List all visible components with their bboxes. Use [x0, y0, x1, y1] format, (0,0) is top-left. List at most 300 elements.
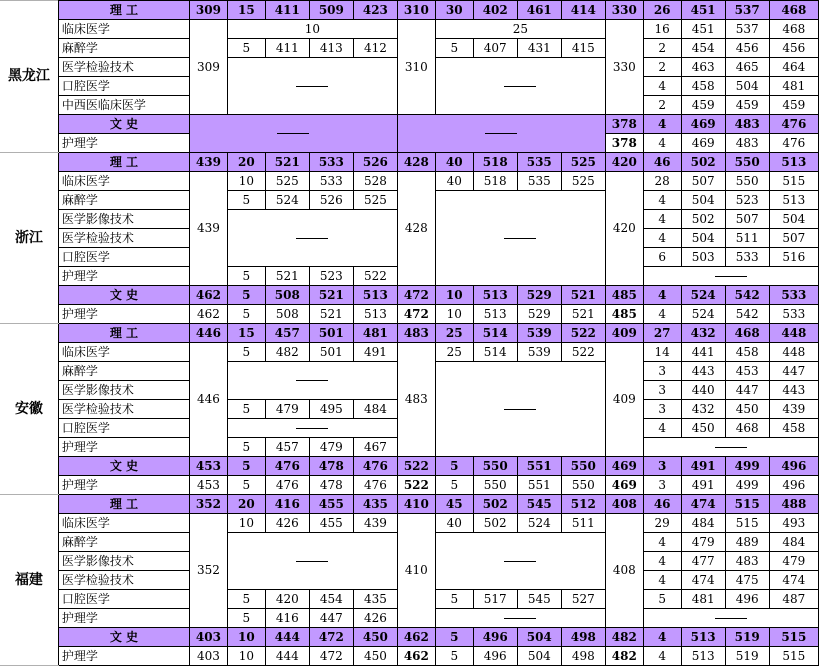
- score-cell: 402: [473, 1, 517, 20]
- major-name: 麻醉学: [58, 39, 189, 58]
- score-cell: 4: [643, 191, 681, 210]
- category-header-row: [0, 495, 819, 514]
- score-cell: 550: [725, 172, 769, 191]
- score-cell: 522: [561, 324, 605, 343]
- score-cell: 10: [227, 514, 265, 533]
- major-name: 医学检验技术: [58, 229, 189, 248]
- score-cell: 458: [681, 77, 725, 96]
- score-cell: 459: [725, 96, 769, 115]
- not-applicable-dash: [296, 428, 328, 429]
- score-cell: 431: [517, 39, 561, 58]
- score-cell: 5: [227, 457, 265, 476]
- score-cell: [227, 58, 397, 115]
- score-cell: 462: [397, 628, 435, 647]
- score-cell: 25: [435, 324, 473, 343]
- score-cell: 518: [473, 172, 517, 191]
- major-name: 医学检验技术: [58, 571, 189, 590]
- score-cell: 412: [353, 39, 397, 58]
- score-cell: 533: [309, 172, 353, 191]
- score-cell: 464: [769, 58, 818, 77]
- score-cell: 504: [769, 210, 818, 229]
- score-cell: 524: [681, 305, 725, 324]
- major-name: 护理学: [58, 267, 189, 286]
- score-cell: 4: [643, 229, 681, 248]
- score-cell: 513: [473, 305, 517, 324]
- score-cell: 40: [435, 172, 473, 191]
- score-cell: 459: [769, 96, 818, 115]
- score-cell: 456: [769, 39, 818, 58]
- score-cell: 477: [681, 552, 725, 571]
- score-cell: 489: [725, 533, 769, 552]
- score-cell: 483: [397, 324, 435, 343]
- score-cell: 525: [265, 172, 309, 191]
- score-cell: 453: [190, 476, 228, 495]
- score-cell: [435, 191, 605, 286]
- category-label: 文 史: [58, 115, 189, 134]
- score-cell: 423: [353, 1, 397, 20]
- category-label: 理 工: [58, 1, 189, 20]
- score-cell: 10: [435, 305, 473, 324]
- score-cell: 4: [643, 628, 681, 647]
- score-cell: 550: [561, 457, 605, 476]
- score-cell: 469: [681, 134, 725, 153]
- score-cell: 416: [265, 609, 309, 628]
- score-cell: 27: [643, 324, 681, 343]
- score-cell: 453: [190, 457, 228, 476]
- score-cell: 504: [681, 229, 725, 248]
- score-cell: 46: [643, 153, 681, 172]
- score-cell: 522: [397, 457, 435, 476]
- not-applicable-dash: [485, 133, 517, 134]
- score-cell: 496: [473, 628, 517, 647]
- score-cell: 496: [769, 476, 818, 495]
- score-cell: 482: [605, 647, 643, 666]
- score-cell: 3: [643, 362, 681, 381]
- score-cell: 463: [681, 58, 725, 77]
- score-cell: 5: [435, 590, 473, 609]
- score-cell: 455: [309, 495, 353, 514]
- score-cell: 479: [681, 533, 725, 552]
- score-cell: [435, 58, 605, 115]
- score-cell: 4: [643, 286, 681, 305]
- score-cell: 533: [309, 153, 353, 172]
- major-name: 麻醉学: [58, 362, 189, 381]
- score-cell: 4: [643, 115, 681, 134]
- not-applicable-dash: [277, 133, 309, 134]
- score-cell: 521: [561, 286, 605, 305]
- score-cell: 484: [769, 533, 818, 552]
- score-cell: 352: [190, 514, 228, 628]
- score-cell: 499: [725, 476, 769, 495]
- score-cell: 542: [725, 305, 769, 324]
- not-applicable-dash: [715, 447, 747, 448]
- score-cell: 468: [725, 324, 769, 343]
- score-cell: 440: [681, 381, 725, 400]
- score-cell: 5: [227, 39, 265, 58]
- score-cell: 454: [309, 590, 353, 609]
- score-cell: 528: [353, 172, 397, 191]
- score-cell: 499: [725, 457, 769, 476]
- score-cell: [435, 609, 605, 628]
- score-cell: 524: [517, 514, 561, 533]
- score-cell: 3: [643, 400, 681, 419]
- score-cell: 533: [769, 305, 818, 324]
- score-cell: 451: [681, 20, 725, 39]
- score-cell: [397, 115, 605, 153]
- score-cell: 472: [309, 647, 353, 666]
- score-cell: 457: [265, 438, 309, 457]
- not-applicable-dash: [715, 276, 747, 277]
- score-cell: 474: [681, 571, 725, 590]
- score-cell: 407: [473, 39, 517, 58]
- score-cell: 472: [397, 305, 435, 324]
- score-cell: 509: [309, 1, 353, 20]
- major-name: 护理学: [58, 438, 189, 457]
- score-cell: 432: [681, 324, 725, 343]
- score-cell: 529: [517, 286, 561, 305]
- score-cell: 515: [769, 647, 818, 666]
- score-cell: 550: [473, 457, 517, 476]
- score-cell: 539: [517, 343, 561, 362]
- major-name: 临床医学: [58, 172, 189, 191]
- score-cell: 512: [561, 495, 605, 514]
- score-cell: 20: [227, 153, 265, 172]
- score-cell: 515: [769, 172, 818, 191]
- score-cell: 483: [725, 552, 769, 571]
- score-cell: 476: [769, 115, 818, 134]
- score-cell: [643, 267, 818, 286]
- score-cell: 527: [561, 590, 605, 609]
- score-cell: 550: [725, 153, 769, 172]
- score-cell: [227, 533, 397, 590]
- score-cell: 517: [473, 590, 517, 609]
- score-cell: 513: [769, 153, 818, 172]
- major-row: [0, 476, 819, 495]
- score-cell: 469: [605, 457, 643, 476]
- score-cell: 519: [725, 628, 769, 647]
- score-cell: 4: [643, 134, 681, 153]
- score-cell: 352: [190, 495, 228, 514]
- score-cell: 4: [643, 77, 681, 96]
- score-cell: 498: [561, 647, 605, 666]
- score-cell: 446: [190, 324, 228, 343]
- major-row: [0, 647, 819, 666]
- score-cell: 468: [725, 419, 769, 438]
- score-cell: 511: [561, 514, 605, 533]
- score-cell: 428: [397, 153, 435, 172]
- score-cell: 513: [681, 628, 725, 647]
- score-cell: 476: [265, 457, 309, 476]
- score-cell: 5: [435, 457, 473, 476]
- score-cell: 439: [353, 514, 397, 533]
- score-cell: 4: [643, 533, 681, 552]
- score-cell: 4: [643, 647, 681, 666]
- category-label: 文 史: [58, 457, 189, 476]
- score-cell: 450: [353, 647, 397, 666]
- major-name: 护理学: [58, 305, 189, 324]
- score-cell: 2: [643, 58, 681, 77]
- major-name: 口腔医学: [58, 590, 189, 609]
- score-cell: 20: [227, 495, 265, 514]
- score-cell: 529: [517, 305, 561, 324]
- score-cell: 439: [190, 172, 228, 286]
- score-cell: 447: [725, 381, 769, 400]
- score-cell: 439: [769, 400, 818, 419]
- score-cell: 447: [769, 362, 818, 381]
- score-cell: 507: [681, 172, 725, 191]
- score-cell: 5: [227, 400, 265, 419]
- score-cell: 4: [643, 552, 681, 571]
- score-cell: 483: [725, 115, 769, 134]
- score-cell: 45: [435, 495, 473, 514]
- score-cell: 5: [227, 191, 265, 210]
- score-cell: 533: [769, 286, 818, 305]
- major-name: 医学检验技术: [58, 58, 189, 77]
- major-name: 麻醉学: [58, 533, 189, 552]
- score-cell: 501: [309, 343, 353, 362]
- score-cell: [435, 533, 605, 590]
- score-cell: 309: [190, 1, 228, 20]
- score-cell: 409: [605, 343, 643, 457]
- score-cell: 507: [725, 210, 769, 229]
- major-row: [0, 305, 819, 324]
- not-applicable-dash: [504, 618, 536, 619]
- score-cell: 535: [517, 153, 561, 172]
- category-label: 文 史: [58, 628, 189, 647]
- score-cell: 5: [227, 305, 265, 324]
- score-cell: 476: [769, 134, 818, 153]
- not-applicable-dash: [715, 618, 747, 619]
- score-cell: 15: [227, 324, 265, 343]
- score-cell: 469: [605, 476, 643, 495]
- province-label: 安徽: [0, 324, 58, 495]
- score-cell: 457: [265, 324, 309, 343]
- score-cell: 3: [643, 457, 681, 476]
- not-applicable-dash: [504, 561, 536, 562]
- province-label: 福建: [0, 495, 58, 666]
- score-cell: 522: [561, 343, 605, 362]
- score-cell: [227, 419, 397, 438]
- score-cell: 513: [769, 191, 818, 210]
- score-cell: 515: [725, 514, 769, 533]
- score-cell: 462: [190, 286, 228, 305]
- score-cell: 542: [725, 286, 769, 305]
- category-header-row: [0, 324, 819, 343]
- score-cell: 488: [769, 495, 818, 514]
- category-header-row: [0, 1, 819, 20]
- score-cell: 2: [643, 96, 681, 115]
- category-label: 理 工: [58, 495, 189, 514]
- score-cell: 507: [769, 229, 818, 248]
- score-cell: [435, 362, 605, 457]
- score-cell: 504: [517, 647, 561, 666]
- score-cell: 472: [309, 628, 353, 647]
- not-applicable-dash: [296, 238, 328, 239]
- score-cell: 5: [435, 647, 473, 666]
- score-cell: 485: [605, 286, 643, 305]
- score-cell: 5: [435, 476, 473, 495]
- score-cell: 513: [473, 286, 517, 305]
- score-cell: [190, 115, 398, 153]
- score-cell: 453: [725, 362, 769, 381]
- score-cell: 456: [725, 39, 769, 58]
- score-cell: 5: [435, 628, 473, 647]
- not-applicable-dash: [504, 409, 536, 410]
- score-cell: 451: [681, 1, 725, 20]
- score-cell: 550: [473, 476, 517, 495]
- score-cell: 513: [681, 647, 725, 666]
- score-cell: 420: [265, 590, 309, 609]
- score-cell: 310: [397, 20, 435, 115]
- score-cell: 493: [769, 514, 818, 533]
- score-cell: 411: [265, 1, 309, 20]
- score-cell: 432: [681, 400, 725, 419]
- score-cell: 435: [353, 495, 397, 514]
- score-cell: 522: [397, 476, 435, 495]
- score-cell: 496: [769, 457, 818, 476]
- category-label: 文 史: [58, 286, 189, 305]
- score-cell: 469: [681, 115, 725, 134]
- score-cell: 5: [227, 609, 265, 628]
- score-cell: 46: [643, 495, 681, 514]
- score-cell: 408: [605, 495, 643, 514]
- score-cell: 491: [681, 476, 725, 495]
- major-row: [0, 343, 819, 362]
- score-cell: 491: [353, 343, 397, 362]
- score-cell: 496: [725, 590, 769, 609]
- score-cell: 524: [681, 286, 725, 305]
- score-cell: 476: [265, 476, 309, 495]
- score-cell: 448: [769, 343, 818, 362]
- score-cell: 526: [309, 191, 353, 210]
- score-cell: 526: [353, 153, 397, 172]
- score-cell: 533: [725, 248, 769, 267]
- major-name: 口腔医学: [58, 248, 189, 267]
- major-name: 麻醉学: [58, 191, 189, 210]
- not-applicable-dash: [504, 86, 536, 87]
- score-cell: 476: [353, 457, 397, 476]
- score-cell: 10: [227, 172, 265, 191]
- score-cell: 525: [561, 172, 605, 191]
- score-cell: 522: [353, 267, 397, 286]
- major-name: 临床医学: [58, 343, 189, 362]
- score-cell: 16: [643, 20, 681, 39]
- major-name: 护理学: [58, 476, 189, 495]
- score-cell: 521: [561, 305, 605, 324]
- not-applicable-dash: [296, 380, 328, 381]
- score-cell: 523: [309, 267, 353, 286]
- score-cell: 482: [605, 628, 643, 647]
- province-label: 浙江: [0, 153, 58, 324]
- score-cell: 454: [681, 39, 725, 58]
- score-cell: 29: [643, 514, 681, 533]
- score-cell: 6: [643, 248, 681, 267]
- score-cell: 496: [473, 647, 517, 666]
- score-cell: 443: [769, 381, 818, 400]
- score-cell: 514: [473, 343, 517, 362]
- score-cell: 483: [397, 343, 435, 457]
- score-cell: 4: [643, 571, 681, 590]
- score-cell: 450: [725, 400, 769, 419]
- score-cell: 441: [681, 343, 725, 362]
- score-cell: 483: [725, 134, 769, 153]
- score-cell: 518: [473, 153, 517, 172]
- score-cell: 482: [265, 343, 309, 362]
- score-cell: 508: [265, 305, 309, 324]
- score-cell: 515: [769, 628, 818, 647]
- score-cell: 447: [309, 609, 353, 628]
- score-cell: 3: [643, 476, 681, 495]
- major-row: [0, 172, 819, 191]
- score-cell: 519: [725, 647, 769, 666]
- score-cell: 420: [605, 172, 643, 286]
- score-cell: 513: [353, 286, 397, 305]
- score-cell: 10: [227, 647, 265, 666]
- score-cell: 416: [265, 495, 309, 514]
- major-name: 医学影像技术: [58, 381, 189, 400]
- score-cell: 5: [227, 343, 265, 362]
- score-cell: 378: [605, 134, 643, 153]
- score-cell: 5: [227, 286, 265, 305]
- score-cell: 484: [353, 400, 397, 419]
- score-cell: 378: [605, 115, 643, 134]
- score-cell: [643, 609, 818, 628]
- score-cell: 403: [190, 628, 228, 647]
- score-cell: 521: [309, 305, 353, 324]
- score-cell: 521: [309, 286, 353, 305]
- score-cell: 550: [561, 476, 605, 495]
- not-applicable-dash: [504, 238, 536, 239]
- score-cell: 481: [681, 590, 725, 609]
- score-cell: 448: [769, 324, 818, 343]
- score-cell: 330: [605, 20, 643, 115]
- score-cell: 498: [561, 628, 605, 647]
- score-cell: 467: [353, 438, 397, 457]
- score-cell: 410: [397, 495, 435, 514]
- major-row: [0, 514, 819, 533]
- score-cell: 408: [605, 514, 643, 628]
- score-cell: 514: [473, 324, 517, 343]
- score-cell: 478: [309, 457, 353, 476]
- score-cell: 5: [227, 438, 265, 457]
- score-cell: 439: [190, 153, 228, 172]
- score-cell: 28: [643, 172, 681, 191]
- score-cell: 15: [227, 1, 265, 20]
- score-cell: 461: [517, 1, 561, 20]
- major-name: 医学检验技术: [58, 400, 189, 419]
- score-cell: 476: [353, 476, 397, 495]
- score-cell: 479: [309, 438, 353, 457]
- score-cell: 10: [227, 628, 265, 647]
- score-cell: 535: [517, 172, 561, 191]
- score-cell: 485: [605, 305, 643, 324]
- score-cell: 495: [309, 400, 353, 419]
- score-cell: 420: [605, 153, 643, 172]
- score-cell: 25: [435, 20, 605, 39]
- score-cell: 515: [725, 495, 769, 514]
- score-cell: 10: [227, 20, 397, 39]
- score-cell: 455: [309, 514, 353, 533]
- score-cell: 465: [725, 58, 769, 77]
- score-cell: 14: [643, 343, 681, 362]
- category-header-row: [0, 115, 819, 134]
- major-name: 医学影像技术: [58, 210, 189, 229]
- score-cell: 444: [265, 647, 309, 666]
- score-cell: 474: [681, 495, 725, 514]
- score-cell: 413: [309, 39, 353, 58]
- score-cell: 446: [190, 343, 228, 457]
- score-cell: 537: [725, 1, 769, 20]
